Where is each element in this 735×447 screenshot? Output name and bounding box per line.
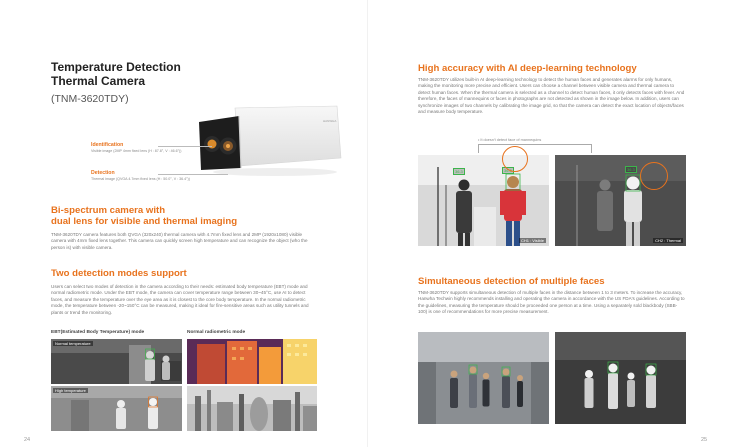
identification-label: Identification: [91, 142, 124, 148]
multi-thermal-photo: [555, 332, 686, 424]
product-title-line2: Thermal Camera: [51, 74, 146, 88]
mannequin-note: • It doesn't detect face of mannequins: [478, 138, 542, 142]
identification-leader-line: [158, 146, 212, 147]
temp-reading-thermal: 36.3: [627, 167, 635, 172]
model-number: (TNM-3620TDY): [51, 93, 129, 105]
ai-body: TNM-3620TDY utilizes built-in AI deep-learning technology to detect the human faces and generates alarms for only humans, making the monitoring more precise and efficient. Users can choose a channel between visible camera and thermal camera to detect human faces. When the thermal camera is selected as a channel to detect human faces, it only detects faces with fever. And therefore, the faces of mannequins or faces in photographs are not detected as shown in the image below. In addition, users can synchronize images of two channels by calibrating the image grid, so that the camera can detect the exact location of objects/faces and measure body temperature.: [418, 77, 685, 115]
multi-body: TNM-3620TDY supports simultaneous detection of multiple faces in the distance between 1 to 3 meters. To increase the accuracy, Hanwha Techwin highly recommends installing and operating the camera in accordance with the US FDA's guidelines. According to the guidelines, measuring the temperature should be proceeded one person at a time. Using a separately sold blackbody (SBB-100) is one of recommendations for more precise measurement.: [418, 290, 685, 315]
svg-text:HANWHA: HANWHA: [323, 119, 337, 123]
multi-heading: Simultaneous detection of multiple faces: [418, 276, 605, 287]
mannequin-highlight-circle-thermal: [640, 162, 668, 190]
modes-body: Users can select two modes of detection in the camera according to their needs: estimated body temperature (EBT) mode and normal radiometric mode. Under the EBT mode, the camera can cover temperature range between 30~45°C, use AI to detect faces, and measure the temperature over the eye area as it is closest to the core body temperature. In the normal radiometric mode, the temperature between -20~150°C can be measured, making it ideal for fire-sensitive areas such as utility tunnels and plants or trend the monitoring.: [51, 284, 309, 315]
temp-reading-person: 36.3: [504, 168, 512, 173]
ebt-caption: EBT(Estimated Body Temperature) mode: [51, 330, 145, 335]
right-page-number: 25: [701, 437, 708, 443]
radiometric-building-photo: [187, 339, 317, 384]
ch1-visible-photo: [418, 155, 549, 246]
ebt-normal-photo: [51, 339, 182, 384]
bispectrum-heading: [51, 205, 237, 227]
ai-heading: High accuracy with AI deep-learning technology: [418, 63, 637, 74]
page-gutter: [367, 0, 368, 447]
modes-heading: Two detection modes support: [51, 268, 187, 279]
high-temp-label: High temperature: [55, 388, 86, 393]
product-title: [51, 60, 181, 88]
bispectrum-body: TNM-3620TDY camera features both QVGA (320x240) thermal camera with 4.7mm fixed lens and 2MP (1920x1080) visible camera with 4mm fixed lens together. This camera can quickly screen high temperature and can recognize the object (who the person is) with visible camera.: [51, 232, 308, 250]
temp-reading-mannequin: 36.3: [455, 169, 463, 174]
normal-temp-label: Normal temperature: [55, 341, 91, 346]
multi-visible-photo: [418, 332, 549, 424]
bispectrum-heading-line1: Bi-spectrum camera with: [51, 205, 166, 216]
ch1-label: CH1 : Visible: [520, 238, 544, 243]
camera-product-image: [195, 100, 345, 178]
radiometric-plant-photo: [187, 386, 317, 431]
detection-text: Thermal image (QVGA 4.7mm fixed lens (H : 50.0°, V : 36.4°)): [91, 177, 190, 181]
bispectrum-heading-line2: dual lens for visible and thermal imaging: [51, 216, 238, 227]
identification-text: Visible image (2MP 4mm fixed lens (H : 87.8°, V : 46.6°)): [91, 149, 182, 153]
left-page-number: 24: [24, 437, 31, 443]
detection-leader-line: [158, 174, 228, 175]
note-bracket: [478, 144, 592, 153]
ebt-high-photo: [51, 386, 182, 431]
radiometric-caption: Normal radiometric mode: [187, 330, 246, 335]
ch2-label: CH2 : Thermal: [655, 238, 681, 243]
mannequin-highlight-circle-visible: [502, 146, 528, 172]
detection-label: Detection: [91, 170, 115, 176]
product-title-line1: Temperature Detection: [51, 60, 181, 74]
